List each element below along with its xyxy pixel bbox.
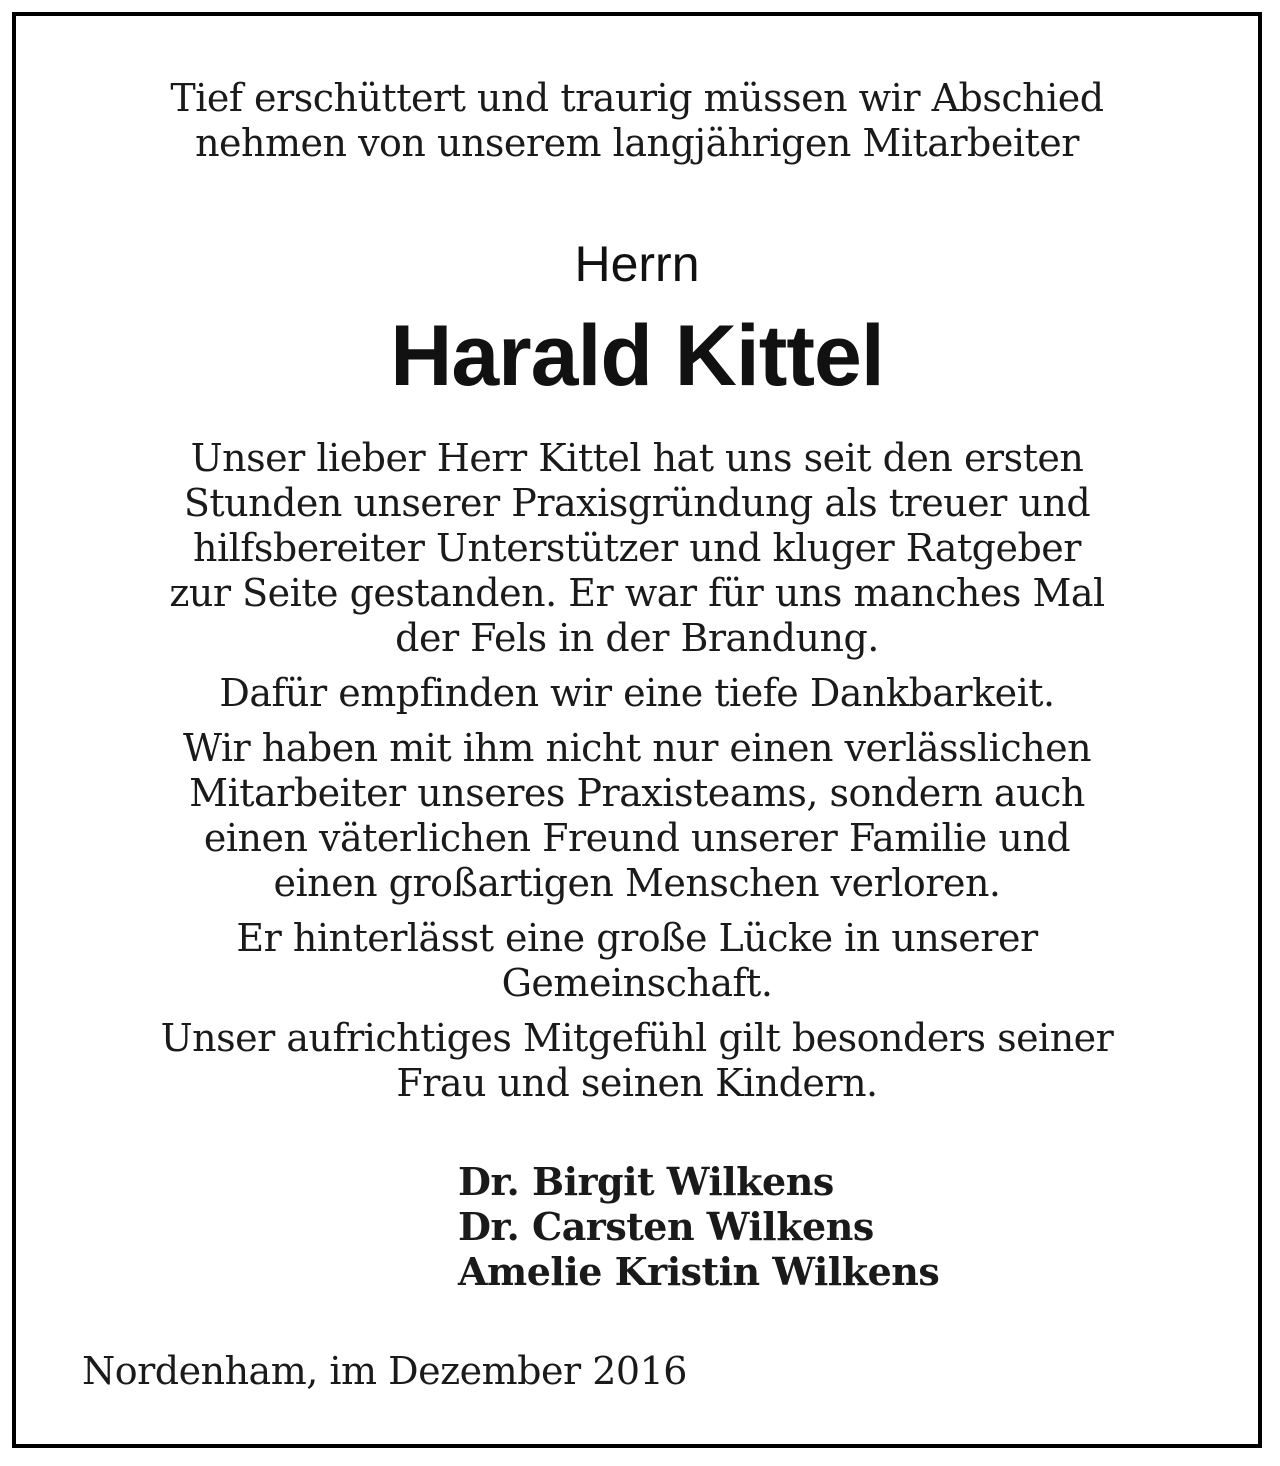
text-line: Gemeinschaft. <box>501 961 773 1005</box>
intro-text <box>16 76 1258 166</box>
tribute-paragraph <box>16 436 1258 661</box>
deceased-name: Harald Kittel <box>390 308 884 404</box>
text-line: Dafür empfinden wir eine tiefe Dankbarkeit. <box>219 671 1055 715</box>
text-line: einen großartigen Menschen verloren. <box>273 861 1001 905</box>
intro-line: nehmen von unserem langjährigen Mitarbeiter <box>195 121 1079 165</box>
text-line: Unser aufrichtiges Mitgefühl gilt besonders seiner <box>160 1016 1114 1060</box>
tribute-paragraph <box>16 916 1258 1006</box>
tribute-paragraph <box>16 1016 1258 1106</box>
place-date: Nordenham, im Dezember 2016 <box>82 1349 687 1393</box>
text-line: Stunden unserer Praxisgründung als treuer und <box>183 481 1091 525</box>
text-line: Er hinterlässt eine große Lücke in unserer <box>236 916 1038 960</box>
signatory-name: Dr. Carsten Wilkens <box>458 1204 874 1249</box>
signatory-name: Amelie Kristin Wilkens <box>458 1249 940 1294</box>
tribute-paragraph <box>16 671 1258 716</box>
tribute-text <box>16 436 1258 1116</box>
text-line: Frau und seinen Kindern. <box>396 1061 878 1105</box>
text-line: Mitarbeiter unseres Praxisteams, sondern auch <box>189 771 1085 815</box>
text-line: Wir haben mit ihm nicht nur einen verlässlichen <box>182 726 1092 770</box>
obituary-notice <box>12 12 1262 1448</box>
signatory-name: Dr. Birgit Wilkens <box>458 1159 834 1204</box>
text-line: Unser lieber Herr Kittel hat uns seit den ersten <box>190 436 1084 480</box>
salutation: Herrn <box>574 236 700 292</box>
text-line: zur Seite gestanden. Er war für uns manches Mal <box>169 571 1105 615</box>
signatures <box>458 1159 939 1294</box>
text-line: hilfsbereiter Unterstützer und kluger Ratgeber <box>193 526 1081 570</box>
text-line: der Fels in der Brandung. <box>395 616 879 660</box>
tribute-paragraph <box>16 726 1258 906</box>
intro-line: Tief erschüttert und traurig müssen wir Abschied <box>170 76 1104 120</box>
text-line: einen väterlichen Freund unserer Familie und <box>203 816 1071 860</box>
